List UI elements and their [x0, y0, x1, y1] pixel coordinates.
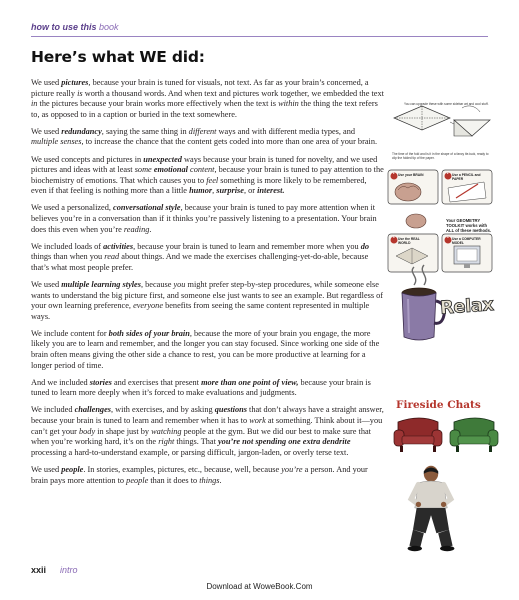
body-text-run: , to increase the chance that the content gets coded into more than one area of your brain.: [81, 137, 378, 147]
emphasis-text: both sides of your brain: [108, 328, 190, 338]
body-text-run: We used a personalized,: [31, 203, 114, 213]
body-text-run: , because your brain is tuned for visuals, not text. As far as your brain’s concerned, a picture really: [31, 78, 369, 98]
body-text-run: people at the gym. But we did our best to make sure that when you’re working hard, it’s on the: [31, 426, 371, 447]
body-text-run: things than when you: [31, 252, 105, 262]
emphasis-text: body: [79, 426, 96, 436]
running-head-book: book: [99, 22, 119, 32]
emphasis-text: things: [199, 475, 220, 485]
body-paragraph: [31, 127, 384, 148]
body-text-run: things. That: [174, 437, 218, 447]
armchairs-illustration: [392, 414, 502, 454]
body-text-run: We included: [31, 405, 75, 415]
page-title: Here’s what WE did:: [31, 48, 205, 66]
body-text-run: , because the more of your brain you engage, the more likely you are to learn and remember, and the longer you can stay focused. Since working one side of the brain often means giving the other side a chance to rest, you can be more productive at learning for a longer period of time.: [31, 328, 380, 370]
body-text-run: We used: [31, 280, 62, 289]
toolkit-step-4: Use a COMPUTER MODEL: [452, 237, 481, 245]
body-text-run: . In stories, examples, pictures, etc., because, well, because: [83, 464, 282, 474]
body-text-run: We used: [31, 78, 62, 87]
toolkit-step-2: Use a PENCIL and PAPER: [452, 173, 481, 181]
body-paragraph: [31, 155, 384, 197]
body-text-run: the pictures because your brain works more effectively when the text is: [37, 99, 279, 109]
emphasis-text: everyone: [133, 301, 164, 311]
emphasis-text: redundancy: [61, 126, 102, 136]
body-text-run: the thing the text refers to, as opposed to in a caption or buried in the text somewhere.: [31, 99, 378, 119]
body-text-run: ,: [212, 186, 217, 196]
emphasis-text: watching: [151, 426, 182, 436]
emphasis-text: pictures: [61, 78, 89, 87]
emphasis-text: reading: [123, 224, 150, 234]
running-head-main: how to use this: [31, 22, 100, 32]
emphasis-text: multiple senses: [31, 137, 82, 147]
relax-label: Relax: [439, 294, 495, 319]
body-text-run: , because your brain is tuned to learn and remember more when you: [133, 241, 361, 251]
emphasis-text: feel: [206, 175, 219, 185]
green-armchair: [450, 418, 498, 452]
folded-paper-diagram: [392, 100, 492, 152]
body-text-run: because your brain is tuned to learn more deeply when it’s forced to make evaluations and judgments.: [31, 377, 371, 398]
body-paragraph: [31, 405, 384, 458]
body-text-run: And we included: [31, 377, 90, 387]
body-paragraph: [31, 329, 384, 371]
body-text-run: , with exercises, and by asking: [111, 405, 215, 415]
person-photo: [404, 462, 458, 554]
emphasis-text: conversational style: [113, 203, 181, 213]
body-text-run: benefits from seeing the same content represented in multiple ways.: [31, 301, 370, 321]
emphasis-text: more than one point of view,: [201, 377, 299, 387]
body-paragraph: [31, 78, 384, 120]
emphasis-text: in: [31, 99, 38, 109]
emphasis-text: people: [61, 464, 84, 474]
emphasis-text: content: [190, 165, 215, 175]
body-paragraph: [31, 378, 384, 399]
toolkit-num-1: 1: [392, 171, 395, 176]
body-text-run: might prefer step-by-step procedures, while someone else wants to understand the big picture first, and someone else just wants to see an example. But regardless of your own learning preference,: [31, 280, 384, 311]
emphasis-text: right: [158, 437, 175, 447]
body-text-run: in shape just by: [95, 426, 152, 436]
emphasis-text: questions: [214, 405, 247, 415]
emphasis-text: challenges: [74, 405, 111, 415]
section-name: intro: [60, 565, 78, 575]
body-text-run: at something. Think about it—you can’t get your: [31, 416, 383, 436]
emphasis-text: do: [360, 241, 370, 251]
red-armchair: [394, 418, 442, 452]
toolkit-step-3: Use the REAL WORLD: [398, 237, 420, 245]
body-text-run: We used: [31, 126, 62, 136]
emphasis-text: some: [134, 165, 152, 175]
running-head: [31, 22, 119, 32]
emphasis-text: multiple learning styles: [61, 280, 141, 289]
body-text-run: than it does to: [148, 475, 200, 485]
body-text-run: processing a hard-to-understand example, or parsing difficult, jargon-laden, or overly terse text.: [31, 447, 349, 457]
body-text-run: ways because your brain is tuned for novelty, and we used pictures and ideas with at least: [31, 154, 378, 175]
emphasis-text: you’re not spending one extra dendrite: [217, 437, 351, 447]
emphasis-text: work: [249, 416, 266, 426]
body-text-run: a person. And your brain pays more attention to: [31, 464, 368, 485]
diagram-caption-top: You can upgrade these with some sidebar art and cool stuff.: [404, 102, 489, 106]
body-paragraph: [31, 203, 384, 235]
emphasis-text: interest.: [257, 186, 285, 196]
body-text-run: , or: [243, 186, 258, 196]
toolkit-num-4: 4: [446, 235, 449, 240]
body-paragraph: [31, 465, 384, 486]
fireside-chats-label: Fireside Chats: [396, 399, 481, 411]
emphasis-text: surprise: [216, 186, 244, 196]
toolkit-title: Your GEOMETRY TOOLKIT works with ALL of these methods.: [446, 218, 492, 233]
body-text-run: We used: [31, 464, 62, 474]
coffee-mug-illustration: [396, 262, 446, 344]
toolkit-num-3: 3: [392, 235, 395, 240]
toolkit-step-1: Use your BRAIN: [398, 173, 424, 177]
body-text-run: .: [219, 475, 222, 485]
emphasis-text: read: [104, 252, 120, 262]
body-text-run: , because your brain is tuned to pay attention to the biochemistry of emotions. That which causes you to: [31, 165, 384, 185]
body-text-run: , saying the same thing in: [101, 126, 189, 136]
body-text-run: something is more likely to be remembered, even if that feeling is nothing more than a little: [31, 175, 367, 196]
diagram-caption-bottom: The time of the fold and is it in the shape of a fancy tie-tuck, ready to clip the folded tip of the paper.: [392, 152, 489, 160]
body-paragraph: [31, 242, 384, 274]
body-text-run: and exercises that present: [111, 377, 202, 387]
emphasis-text: unexpected: [143, 154, 182, 164]
emphasis-text: activities: [103, 241, 134, 251]
body-text-run: ways and with different media types, and: [216, 126, 356, 136]
emphasis-text: people: [126, 475, 149, 485]
body-text-run: We included loads of: [31, 241, 104, 251]
emphasis-text: you’re: [281, 464, 303, 474]
body-text-run: .: [149, 224, 152, 234]
page-number: xxii: [31, 565, 47, 575]
body-paragraph: [31, 280, 384, 322]
emphasis-text: emotional: [153, 165, 188, 175]
emphasis-text: within: [278, 99, 299, 109]
body-text-run: We used concepts and pictures in: [31, 154, 144, 164]
download-notice: Download at WoweBook.Com: [206, 582, 313, 591]
emphasis-text: stories: [89, 377, 112, 387]
body-text: [31, 78, 384, 493]
body-text-run: , because your brain is tuned to pay more attention when it believes you’re in a conversation than if it thinks you’re passively listening to a presentation. Your brain does this even when you’re: [31, 203, 377, 234]
body-text-run: , because: [140, 280, 174, 289]
body-text-run: worth a thousand words. And when text and pictures work together, we embedded the text: [82, 88, 384, 98]
emphasis-text: you: [173, 280, 186, 289]
header-rule: [31, 36, 488, 37]
emphasis-text: humor: [189, 186, 213, 196]
toolkit-num-2: 2: [446, 171, 449, 176]
emphasis-text: is: [77, 88, 83, 98]
emphasis-text: different: [188, 126, 217, 136]
body-text-run: about things. And we made the exercises challenging-yet-do-able, because that’s what most people prefer.: [31, 252, 369, 272]
body-text-run: We include content for: [31, 328, 109, 338]
body-text-run: that don’t always have a straight answer, because your brain is tuned to learn and remember when it has to: [31, 405, 384, 426]
